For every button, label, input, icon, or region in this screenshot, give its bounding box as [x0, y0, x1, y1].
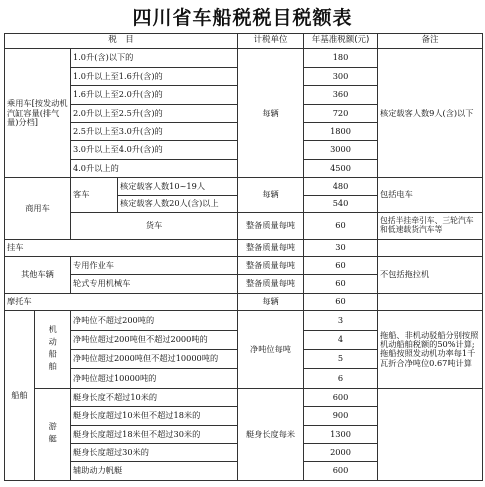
- truck-remark: 包括半挂牵引车、三轮汽车和低速载货汽车等: [378, 212, 483, 239]
- motor-vessel-label: 机动船舶: [35, 311, 71, 389]
- row-amount: 6: [304, 369, 378, 388]
- row-amount: 1800: [304, 122, 378, 140]
- vessel-category: 船舶: [5, 311, 35, 481]
- row-amount: 60: [304, 275, 378, 293]
- motor-vessel-remark: 拖船、非机动驳船分别按照机动船舶税额的50%计算;拖船按照发动机功率每1千瓦折合净吨位0.67吨计算: [378, 311, 483, 389]
- row-amount: 3000: [304, 141, 378, 159]
- motor-vessel-unit: 净吨位每吨: [238, 311, 304, 389]
- row-label: 轮式专用机械车: [71, 275, 238, 293]
- row-label: 净吨位超过10000吨的: [71, 369, 238, 388]
- motorcycle-remark: [378, 293, 483, 310]
- row-amount: 720: [304, 104, 378, 122]
- other-remark: 不包括拖拉机: [378, 256, 483, 293]
- other-category: 其他车辆: [5, 256, 71, 293]
- truck-amount: 60: [304, 212, 378, 239]
- row-amount: 4: [304, 330, 378, 349]
- row-amount: 60: [304, 256, 378, 274]
- header-unit: 计税单位: [238, 34, 304, 49]
- row-amount: 540: [304, 195, 378, 212]
- bus-remark: 包括电车: [378, 178, 483, 213]
- trailer-label: 挂车: [5, 239, 238, 256]
- table-row: [5, 212, 483, 239]
- trailer-amount: 30: [304, 239, 378, 256]
- row-amount: 480: [304, 178, 378, 195]
- row-label: 4.0升以上的: [71, 159, 238, 177]
- header-amount: 年基准税额(元): [304, 34, 378, 49]
- motorcycle-unit: 每辆: [238, 293, 304, 310]
- commercial-category: 商用车: [5, 178, 71, 239]
- row-amount: 900: [304, 407, 378, 425]
- row-label: 2.0升以上至2.5升(含)的: [71, 104, 238, 122]
- table-row: [5, 178, 483, 195]
- row-label: 净吨位超过200吨但不超过2000吨的: [71, 330, 238, 349]
- table-row: [5, 239, 483, 256]
- row-label: 艇身长度超过10米但不超过18米的: [71, 407, 238, 425]
- bus-unit: 每辆: [238, 178, 304, 213]
- bus-label: 客车: [71, 178, 118, 213]
- passenger-car-remark: 核定载客人数9人(含)以下: [378, 49, 483, 178]
- row-label: 3.0升以上至4.0升(含)的: [71, 141, 238, 159]
- row-amount: 5: [304, 349, 378, 368]
- row-label: 净吨位不超过200吨的: [71, 311, 238, 330]
- row-amount: 4500: [304, 159, 378, 177]
- row-label: 专用作业车: [71, 256, 238, 274]
- row-label: 辅助动力帆艇: [71, 462, 238, 481]
- row-label: 艇身长度不超过10米的: [71, 388, 238, 406]
- row-amount: 600: [304, 388, 378, 406]
- row-amount: 300: [304, 67, 378, 85]
- row-unit: 整备质量每吨: [238, 275, 304, 293]
- row-amount: 600: [304, 462, 378, 481]
- row-label: 1.0升(含)以下的: [71, 49, 238, 67]
- row-label: 净吨位超过2000吨但不超过10000吨的: [71, 349, 238, 368]
- page-title: 四川省车船税税目税额表: [132, 7, 353, 29]
- row-amount: 1300: [304, 425, 378, 443]
- yacht-unit: 艇身长度每米: [238, 388, 304, 480]
- passenger-car-unit: 每辆: [238, 49, 304, 178]
- table-row: [5, 256, 483, 274]
- row-amount: 2000: [304, 443, 378, 461]
- table-row: [5, 49, 483, 67]
- header-item: 税 目: [5, 34, 238, 49]
- row-label: 1.0升以上至1.6升(含)的: [71, 67, 238, 85]
- yacht-label: 游艇: [35, 388, 71, 480]
- tax-rate-table: [4, 33, 483, 481]
- row-amount: 180: [304, 49, 378, 67]
- header-remark: 备注: [378, 34, 483, 49]
- motorcycle-label: 摩托车: [5, 293, 238, 310]
- trailer-remark: [378, 239, 483, 256]
- row-amount: 360: [304, 86, 378, 104]
- table-row: [5, 293, 483, 310]
- header-row: [5, 34, 483, 49]
- yacht-remark: [378, 388, 483, 480]
- passenger-car-category: 乘用车[按发动机汽缸容量(排气量)分档]: [5, 49, 71, 178]
- row-label: 核定载客人数20人(含)以上: [118, 195, 238, 212]
- trailer-unit: 整备质量每吨: [238, 239, 304, 256]
- row-label: 艇身长度超过30米的: [71, 443, 238, 461]
- row-label: 2.5升以上至3.0升(含)的: [71, 122, 238, 140]
- table-row: [5, 311, 483, 330]
- table-row: [5, 388, 483, 406]
- row-label: 1.6升以上至2.0升(含)的: [71, 86, 238, 104]
- motorcycle-amount: 60: [304, 293, 378, 310]
- truck-unit: 整备质量每吨: [238, 212, 304, 239]
- row-label: 艇身长度超过18米但不超过30米的: [71, 425, 238, 443]
- truck-label: 货车: [71, 212, 238, 239]
- row-unit: 整备质量每吨: [238, 256, 304, 274]
- row-label: 核定载客人数10~19人: [118, 178, 238, 195]
- row-amount: 3: [304, 311, 378, 330]
